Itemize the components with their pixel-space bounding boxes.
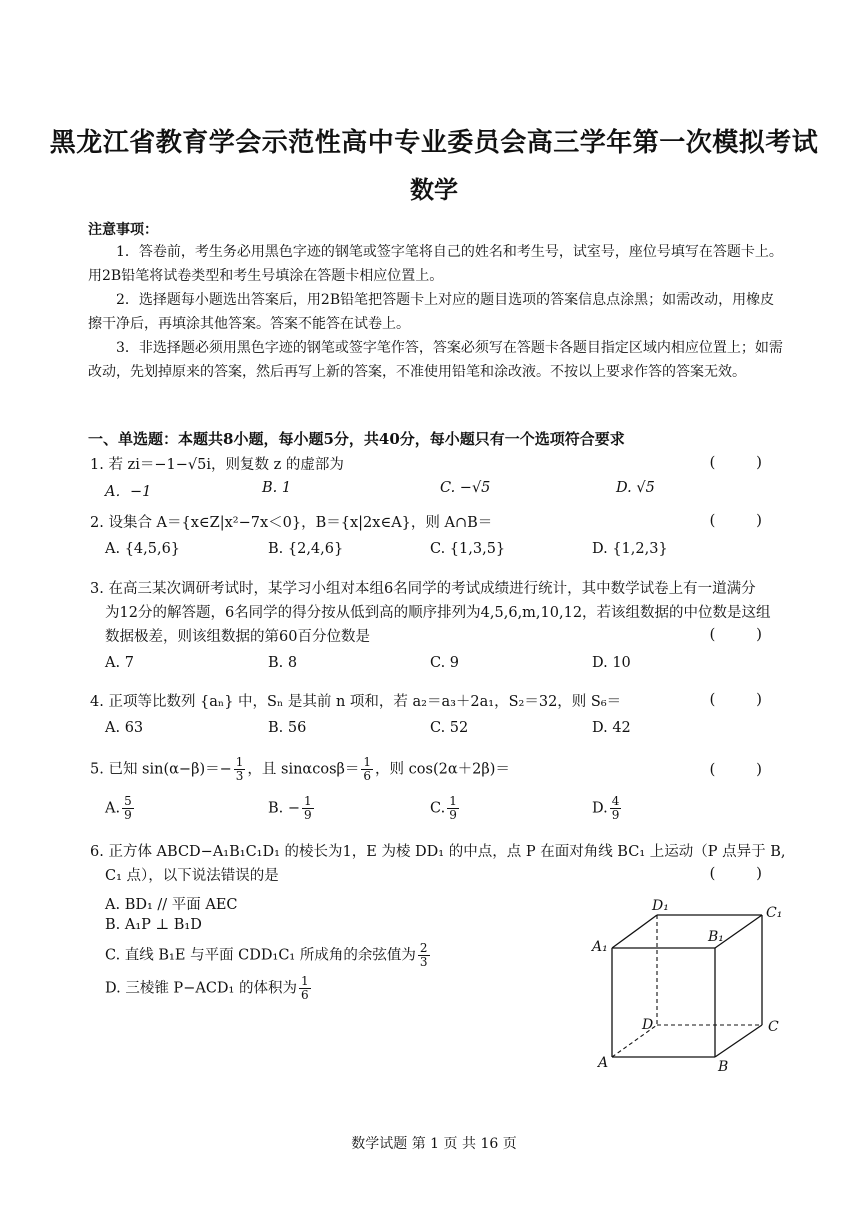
- exam-title: 黑龙江省教育学会示范性高中专业委员会高三学年第一次模拟考试: [49, 128, 819, 158]
- q3-line-2: 为12分的解答题，6名同学的得分按从低到高的顺序排列为4,5,6,m,10,12，若该组数据的中位数是这组: [105, 605, 771, 621]
- notice-item-2: 2．选择题每小题选出答案后，用2B铅笔把答题卡上对应的题目选项的答案信息点涂黑；如需改动，用橡皮擦干净后，再填涂其他答案。答案不能答在试卷上。: [88, 292, 775, 332]
- cube-label-c1: C₁: [766, 905, 783, 921]
- q2-option-b: B. {2,4,6}: [268, 541, 344, 557]
- notice-item-3: 3．非选择题必须用黑色字迹的钢笔或签字笔作答，答案必须写在答题卡各题目指定区域内相应位置上；如需改动，先划掉原来的答案，然后再写上新的答案，不准使用铅笔和涂改液。不按以上要求作答的答案无效。: [88, 340, 783, 380]
- cube-label-b1: B₁: [708, 929, 724, 945]
- q3-option-c: C. 9: [430, 655, 460, 671]
- q1-option-b: B. 1: [262, 480, 292, 496]
- q5-stem-mid: ，且 sinαcosβ＝: [247, 761, 360, 778]
- q4-option-d: D. 42: [592, 720, 631, 736]
- q1-option-d: D. √5: [616, 480, 655, 496]
- q5-option-d: D. $\frac{4}{9}$: [592, 794, 620, 822]
- cube-label-b: B: [718, 1059, 729, 1075]
- q4-option-c: C. 52: [430, 720, 469, 736]
- q3-line-3: 数据极差，则该组数据的第60百分位数是: [105, 629, 370, 645]
- q2-option-a: A. {4,5,6}: [105, 541, 181, 557]
- q1-stem: 1. 若 zi＝−1−√5i，则复数 z 的虚部为: [90, 457, 344, 473]
- q4-option-a: A. 63: [105, 720, 144, 736]
- q5-stem-post: ，则 cos(2α＋2β)＝: [375, 761, 510, 778]
- q1-option-c: C. −√5: [440, 480, 491, 496]
- q5-fraction-1: $\frac{1}{3}$: [235, 755, 244, 783]
- page-footer: 数学试题 第 1 页 共 16 页: [351, 1136, 517, 1152]
- q1-answer-paren: ( ): [709, 453, 780, 471]
- q6-option-b: B. A₁P ⊥ B₁D: [105, 917, 202, 933]
- q6-option-c: C. 直线 B₁E 与平面 CDD₁C₁ 所成角的余弦值为 $\frac{2}{3}$: [105, 941, 428, 969]
- cube-figure: [590, 895, 800, 1080]
- q3-option-a: A. 7: [105, 655, 134, 671]
- cube-label-a1: A₁: [592, 939, 608, 955]
- q2-stem: 2. 设集合 A＝{x∈Z|x²−7x＜0}，B＝{x|2x∈A}，则 A∩B＝: [90, 515, 493, 531]
- q5-option-b: B. − $\frac{1}{9}$: [268, 794, 312, 822]
- notice-item-1: 1．答卷前，考生务必用黑色字迹的钢笔或签字笔将自己的姓名和考生号，试室号，座位号填写在答题卡上。用2B铅笔将试卷类型和考生号填涂在答题卡相应位置上。: [88, 244, 783, 284]
- notice-heading: 注意事项：: [88, 222, 158, 238]
- cube-label-a: A: [598, 1055, 609, 1071]
- q5-fraction-2: $\frac{1}{6}$: [363, 755, 372, 783]
- cube-label-c: C: [768, 1019, 779, 1035]
- q2-option-c: C. {1,3,5}: [430, 541, 506, 557]
- q1-option-a: A．−1: [105, 484, 152, 500]
- q6-line-2: C₁ 点），以下说法错误的是: [105, 868, 279, 884]
- q4-option-b: B. 56: [268, 720, 307, 736]
- q5-stem: [90, 756, 790, 783]
- q5-stem-pre: 5. 已知 sin(α−β)＝−: [90, 761, 232, 778]
- q3-option-d: D. 10: [592, 655, 631, 671]
- q5-option-a: A. $\frac{5}{9}$: [105, 794, 132, 822]
- q3-line-1: 3. 在高三某次调研考试时，某学习小组对本组6名同学的考试成绩进行统计，其中数学试卷上有一道满分: [90, 581, 756, 597]
- q5-option-c: C. $\frac{1}{9}$: [430, 794, 457, 822]
- section-heading: 一、单选题：本题共8小题，每小题5分，共40分，每小题只有一个选项符合要求: [88, 430, 625, 448]
- q6-line-1: 6. 正方体 ABCD−A₁B₁C₁D₁ 的棱长为1，E 为棱 DD₁ 的中点，点 P 在面对角线 BC₁ 上运动（P 点异于 B,: [90, 844, 786, 860]
- q6-answer-paren: ( ): [709, 864, 780, 882]
- cube-label-d: D: [642, 1017, 654, 1033]
- q6-option-d: D. 三棱锥 P−ACD₁ 的体积为 $\frac{1}{6}$: [105, 974, 309, 1002]
- q4-answer-paren: ( ): [709, 690, 780, 708]
- cube-label-d1: D₁: [652, 898, 669, 914]
- q5-answer-paren: ( ): [709, 760, 780, 778]
- subject-title: 数学: [410, 175, 458, 204]
- q3-option-b: B. 8: [268, 655, 298, 671]
- q2-answer-paren: ( ): [709, 511, 780, 529]
- q6-option-a: A. BD₁ // 平面 AEC: [105, 897, 238, 913]
- q4-stem: 4. 正项等比数列 {aₙ} 中，Sₙ 是其前 n 项和，若 a₂＝a₃＋2a₁，S₂＝32，则 S₆＝: [90, 694, 622, 710]
- q3-answer-paren: ( ): [709, 625, 780, 643]
- q2-option-d: D. {1,2,3}: [592, 541, 668, 557]
